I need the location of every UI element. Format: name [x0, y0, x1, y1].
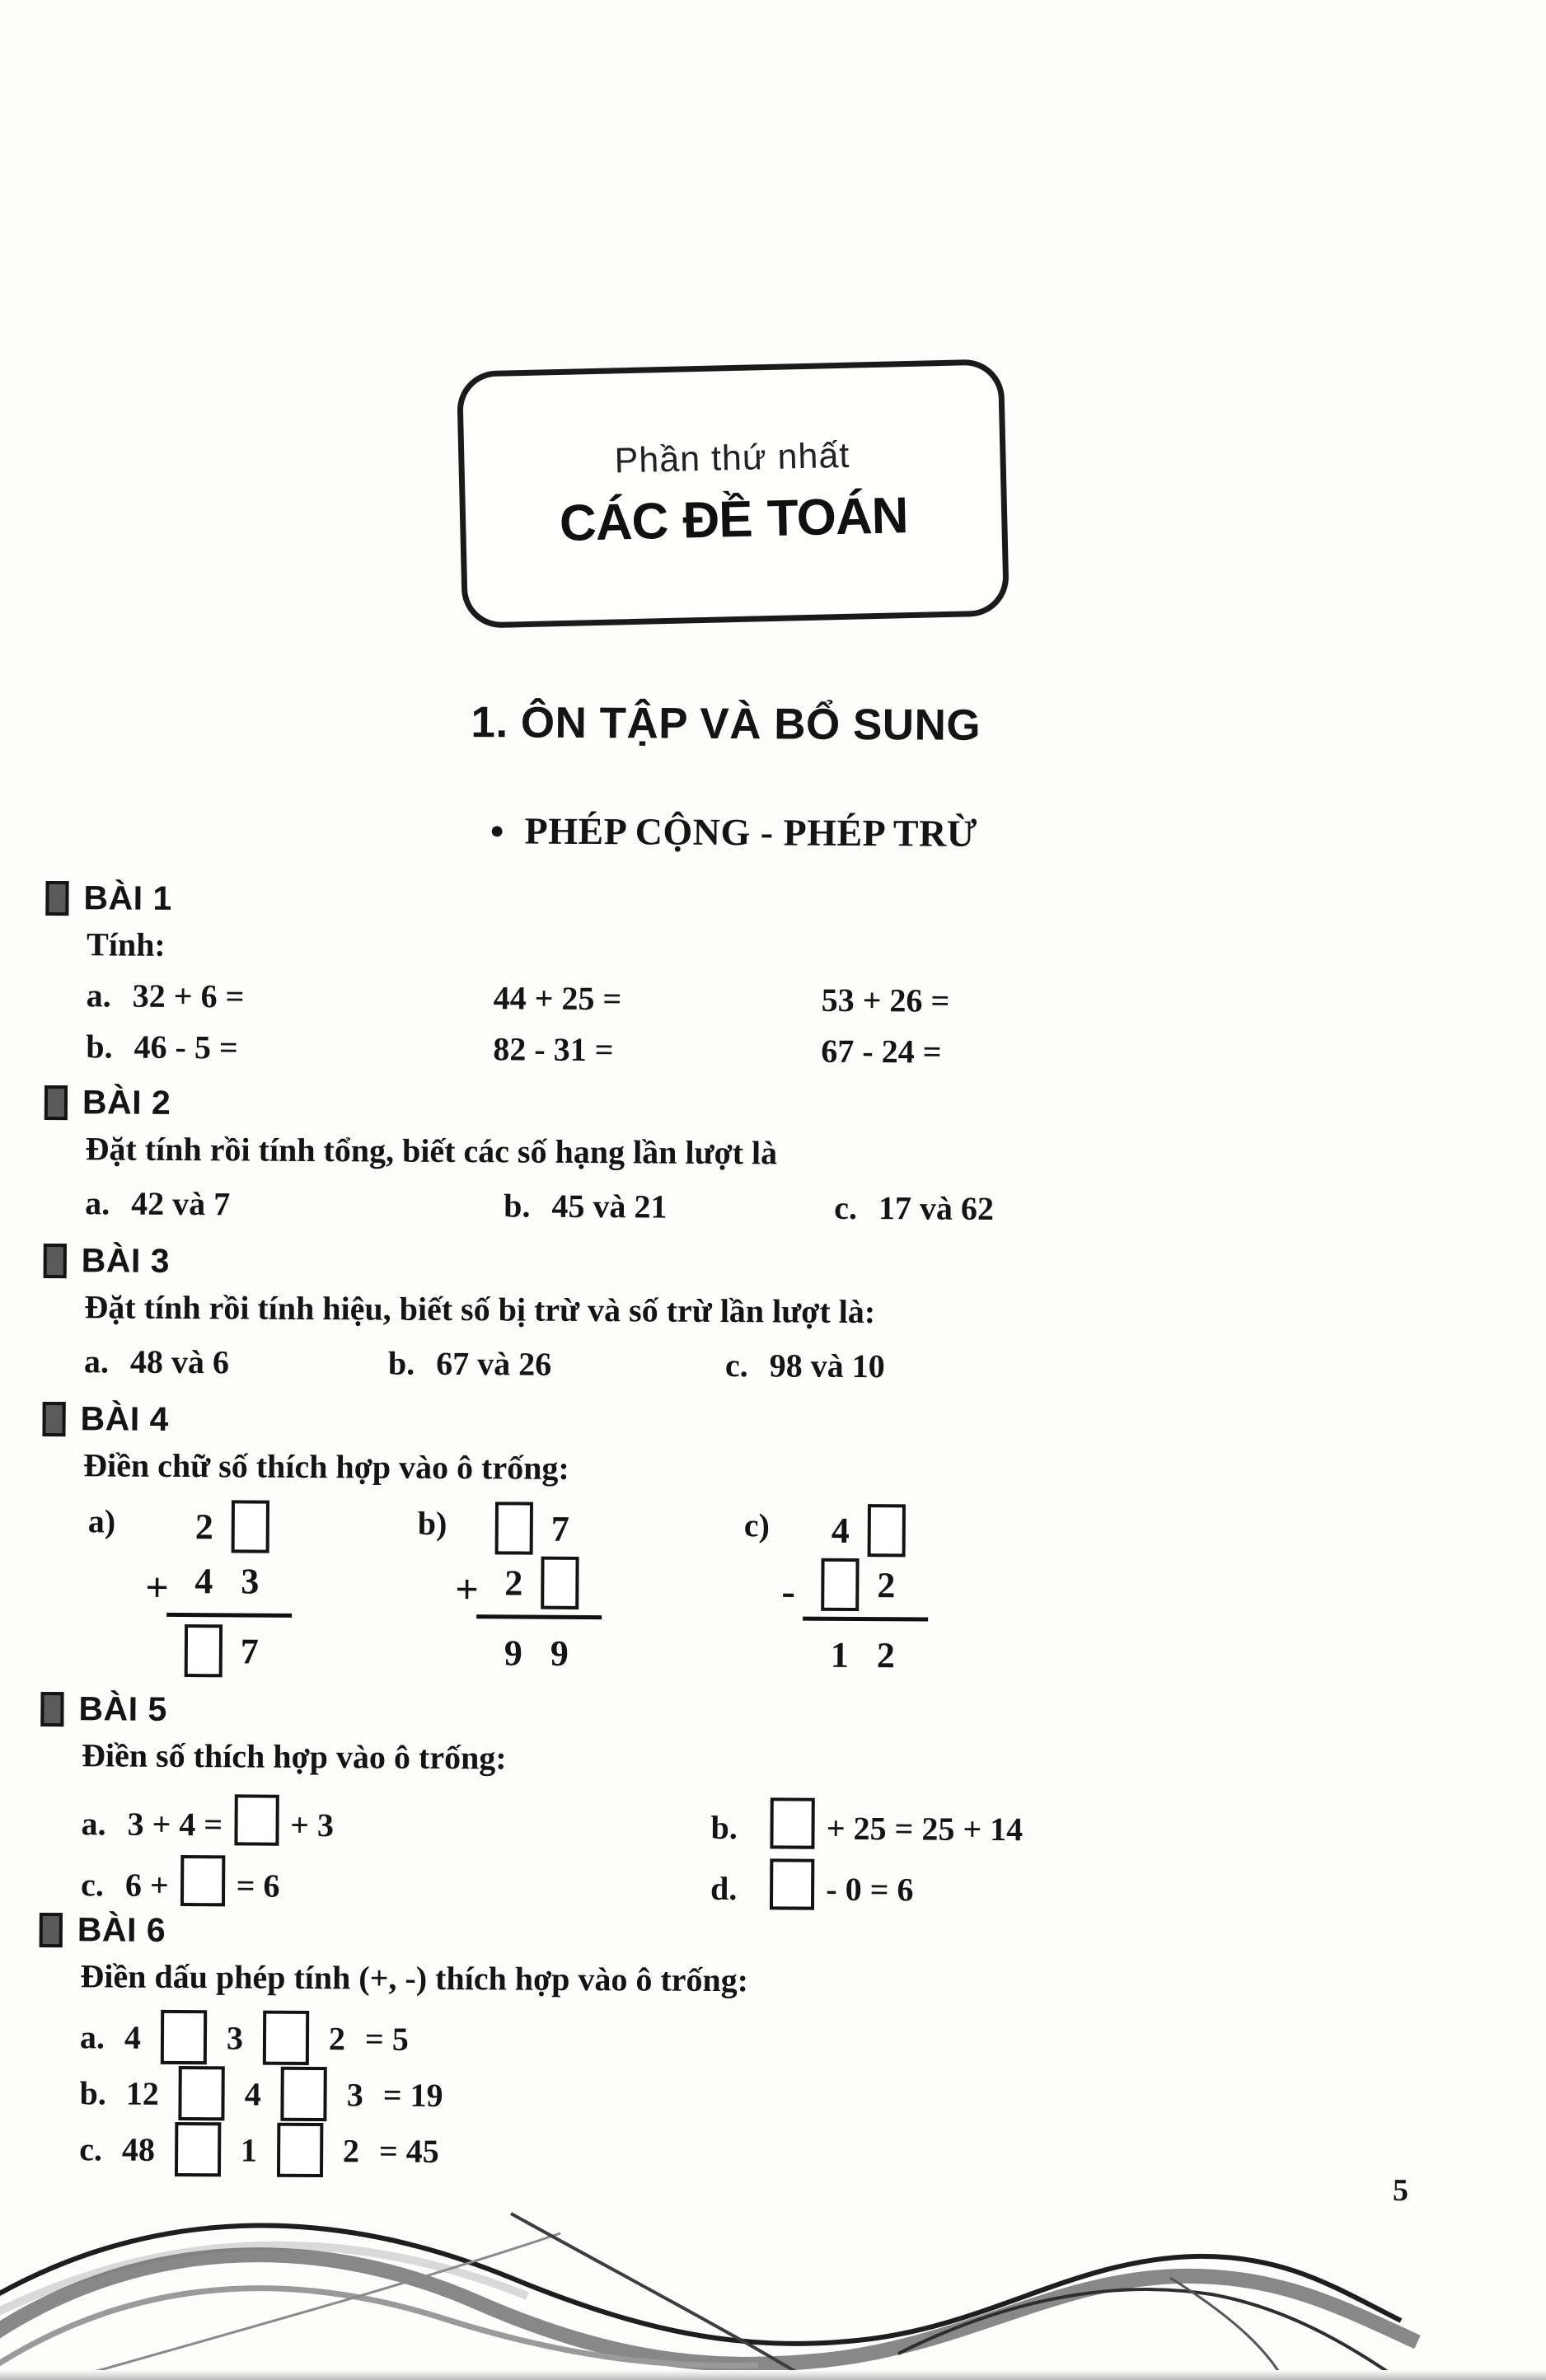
option — [84, 1342, 229, 1381]
scan-edge-shadow — [0, 2370, 1546, 2380]
item-label: a. — [79, 2017, 105, 2055]
exercise-3-label: BÀI 3 — [81, 1241, 171, 1280]
number: 12 — [125, 2074, 159, 2112]
equation-text: + 3 — [290, 1806, 335, 1844]
exercise-6-intro: Điền dấu phép tính (+, -) thích hợp vào ô trống: — [80, 1957, 749, 1999]
option-text: 17 và 62 — [878, 1189, 995, 1228]
equation-text: = 45 — [378, 2131, 439, 2170]
blank-box — [281, 2067, 327, 2121]
number: 1 — [240, 2130, 258, 2169]
equation — [79, 2121, 439, 2178]
number: 4 — [124, 2018, 142, 2056]
digit: 1 — [830, 1634, 850, 1675]
bullet-icon: ● — [489, 817, 505, 845]
chapter-title: 1. ÔN TẬP VÀ BỔ SUNG — [471, 698, 981, 750]
digit: 4 — [831, 1510, 850, 1551]
exercise-4-label: BÀI 4 — [80, 1399, 170, 1438]
item-label: a. — [83, 1342, 110, 1380]
blank-box — [770, 1858, 814, 1909]
blank-box — [277, 2123, 323, 2177]
square-marker-icon — [40, 1912, 63, 1947]
equation: 67 - 24 = — [821, 1032, 942, 1071]
equation-text: 46 - 5 = — [134, 1028, 238, 1066]
subtrahend-row — [821, 1558, 928, 1613]
part-box — [457, 358, 1010, 629]
column-problem-c — [781, 1503, 929, 1683]
topic-title — [0, 806, 1467, 859]
equation — [81, 1854, 280, 1906]
item-label: c) — [743, 1506, 771, 1544]
equation: 44 + 25 = — [493, 979, 622, 1018]
item-label: c. — [724, 1347, 748, 1384]
exercise-4-heading — [42, 1399, 169, 1439]
blank-box — [821, 1558, 859, 1611]
blank-box — [495, 1502, 533, 1554]
option — [85, 1183, 230, 1223]
result-row — [185, 1623, 292, 1679]
minuend-row — [822, 1503, 929, 1558]
item-label: a. — [86, 977, 111, 1014]
addend-row — [185, 1553, 292, 1609]
blank-box — [234, 1794, 279, 1845]
result-row — [494, 1625, 602, 1680]
equation-text: - 0 = 6 — [826, 1870, 914, 1909]
equation-text: = 19 — [382, 2076, 443, 2114]
blank-box — [868, 1504, 906, 1557]
exercise-5-heading — [40, 1689, 167, 1729]
wave-decoration — [0, 2179, 1546, 2380]
option-text: 98 và 10 — [769, 1347, 885, 1385]
digit: 7 — [240, 1630, 260, 1672]
item-label: c. — [81, 1866, 105, 1904]
digit: 7 — [550, 1508, 569, 1549]
exercise-5-label: BÀI 5 — [78, 1689, 167, 1728]
exercise-1-intro: Tính: — [86, 925, 166, 963]
exercise-6-heading — [40, 1910, 166, 1950]
square-marker-icon — [45, 880, 68, 915]
number: 3 — [226, 2018, 244, 2056]
exercise-4-intro: Điền chữ số thích hợp vào ô trống: — [83, 1446, 569, 1487]
equation-text: + 25 = 25 + 14 — [826, 1809, 1024, 1848]
equation — [86, 1027, 238, 1066]
item-label: b. — [387, 1344, 415, 1382]
exercise-1-heading — [45, 878, 172, 918]
column-problem-b — [455, 1501, 602, 1680]
sum-line — [803, 1617, 928, 1622]
item-label: a) — [87, 1502, 116, 1540]
item-label: c. — [834, 1188, 858, 1226]
blank-box — [175, 2122, 221, 2176]
addend-row — [185, 1499, 293, 1554]
blank-box — [179, 2066, 225, 2120]
blank-box — [232, 1500, 269, 1553]
item-label: a. — [81, 1805, 106, 1843]
blank-box — [263, 2011, 309, 2065]
item-label: b) — [417, 1504, 447, 1542]
option — [725, 1346, 885, 1385]
item-label: b. — [710, 1808, 738, 1847]
result-row — [821, 1628, 928, 1683]
equation-text: 32 + 6 = — [132, 977, 245, 1015]
option-text: 42 và 7 — [131, 1184, 231, 1223]
column-problem-a — [145, 1499, 293, 1679]
sum-line — [476, 1614, 602, 1619]
item-label: b. — [86, 1028, 113, 1066]
digit: 2 — [877, 1564, 896, 1605]
square-marker-icon — [40, 1691, 63, 1726]
digit: 3 — [241, 1560, 260, 1602]
equation — [710, 1797, 1023, 1850]
option — [834, 1188, 994, 1228]
minus-sign: - — [781, 1567, 796, 1614]
equation — [81, 1793, 334, 1846]
digit: 9 — [504, 1632, 523, 1674]
exercise-1-label: BÀI 1 — [83, 878, 172, 917]
equation-text: 3 + 4 = — [127, 1805, 223, 1844]
blank-box — [185, 1624, 223, 1677]
part-kicker: Phần thứ nhất — [614, 435, 850, 481]
blank-box — [541, 1557, 579, 1609]
option-text: 48 và 6 — [129, 1342, 230, 1381]
number: 4 — [244, 2074, 261, 2113]
digit: 9 — [550, 1633, 569, 1674]
item-label: b. — [79, 2073, 106, 2111]
exercise-6-label: BÀI 6 — [77, 1910, 166, 1949]
blank-box — [771, 1797, 815, 1848]
equation — [79, 2065, 443, 2122]
digit: 2 — [876, 1634, 896, 1675]
equation-text: = 5 — [364, 2019, 409, 2058]
number: 2 — [328, 2019, 346, 2057]
equation — [80, 2009, 409, 2065]
equation — [710, 1858, 914, 1911]
option-text: 67 và 26 — [436, 1344, 552, 1383]
plus-sign: + — [145, 1563, 170, 1610]
exercise-3-heading — [44, 1241, 171, 1281]
square-marker-icon — [44, 1243, 67, 1277]
exercise-2-label: BÀI 2 — [82, 1083, 171, 1122]
sum-line — [166, 1613, 292, 1618]
exercise-2-intro: Đặt tính rồi tính tổng, biết các số hạng lần lượt là — [85, 1130, 778, 1172]
addend-row — [495, 1501, 602, 1556]
option — [504, 1186, 668, 1225]
equation: 53 + 26 = — [821, 981, 950, 1019]
equation-text: 6 + — [124, 1866, 169, 1904]
blank-box — [161, 2010, 207, 2064]
digit: 4 — [194, 1560, 213, 1601]
number: 3 — [346, 2075, 363, 2113]
plus-sign: + — [455, 1566, 480, 1613]
addend-row — [494, 1555, 602, 1610]
blank-box — [180, 1855, 225, 1906]
equation: 82 - 31 = — [493, 1030, 614, 1069]
item-label: c. — [79, 2129, 103, 2167]
option-text: 45 và 21 — [551, 1187, 668, 1225]
equation — [87, 976, 245, 1015]
digit: 2 — [194, 1506, 213, 1547]
option — [388, 1344, 552, 1384]
item-label: a. — [85, 1184, 110, 1222]
equation-text: = 6 — [236, 1867, 280, 1904]
item-label: d. — [710, 1869, 738, 1908]
square-marker-icon — [42, 1401, 65, 1436]
square-marker-icon — [45, 1085, 68, 1119]
number: 48 — [121, 2130, 156, 2168]
exercise-3-intro: Đặt tính rồi tính hiệu, biết số bị trừ và số trừ lần lượt là: — [84, 1288, 876, 1331]
exercise-5-intro: Điền số thích hợp vào ô trống: — [81, 1736, 507, 1777]
item-label: b. — [504, 1187, 531, 1225]
part-title: CÁC ĐỀ TOÁN — [559, 487, 909, 553]
digit: 2 — [504, 1562, 523, 1604]
topic-text: PHÉP CỘNG - PHÉP TRỪ — [524, 809, 978, 855]
number: 2 — [342, 2131, 360, 2169]
exercise-2-heading — [45, 1083, 171, 1122]
page-number: 5 — [1392, 2172, 1409, 2209]
